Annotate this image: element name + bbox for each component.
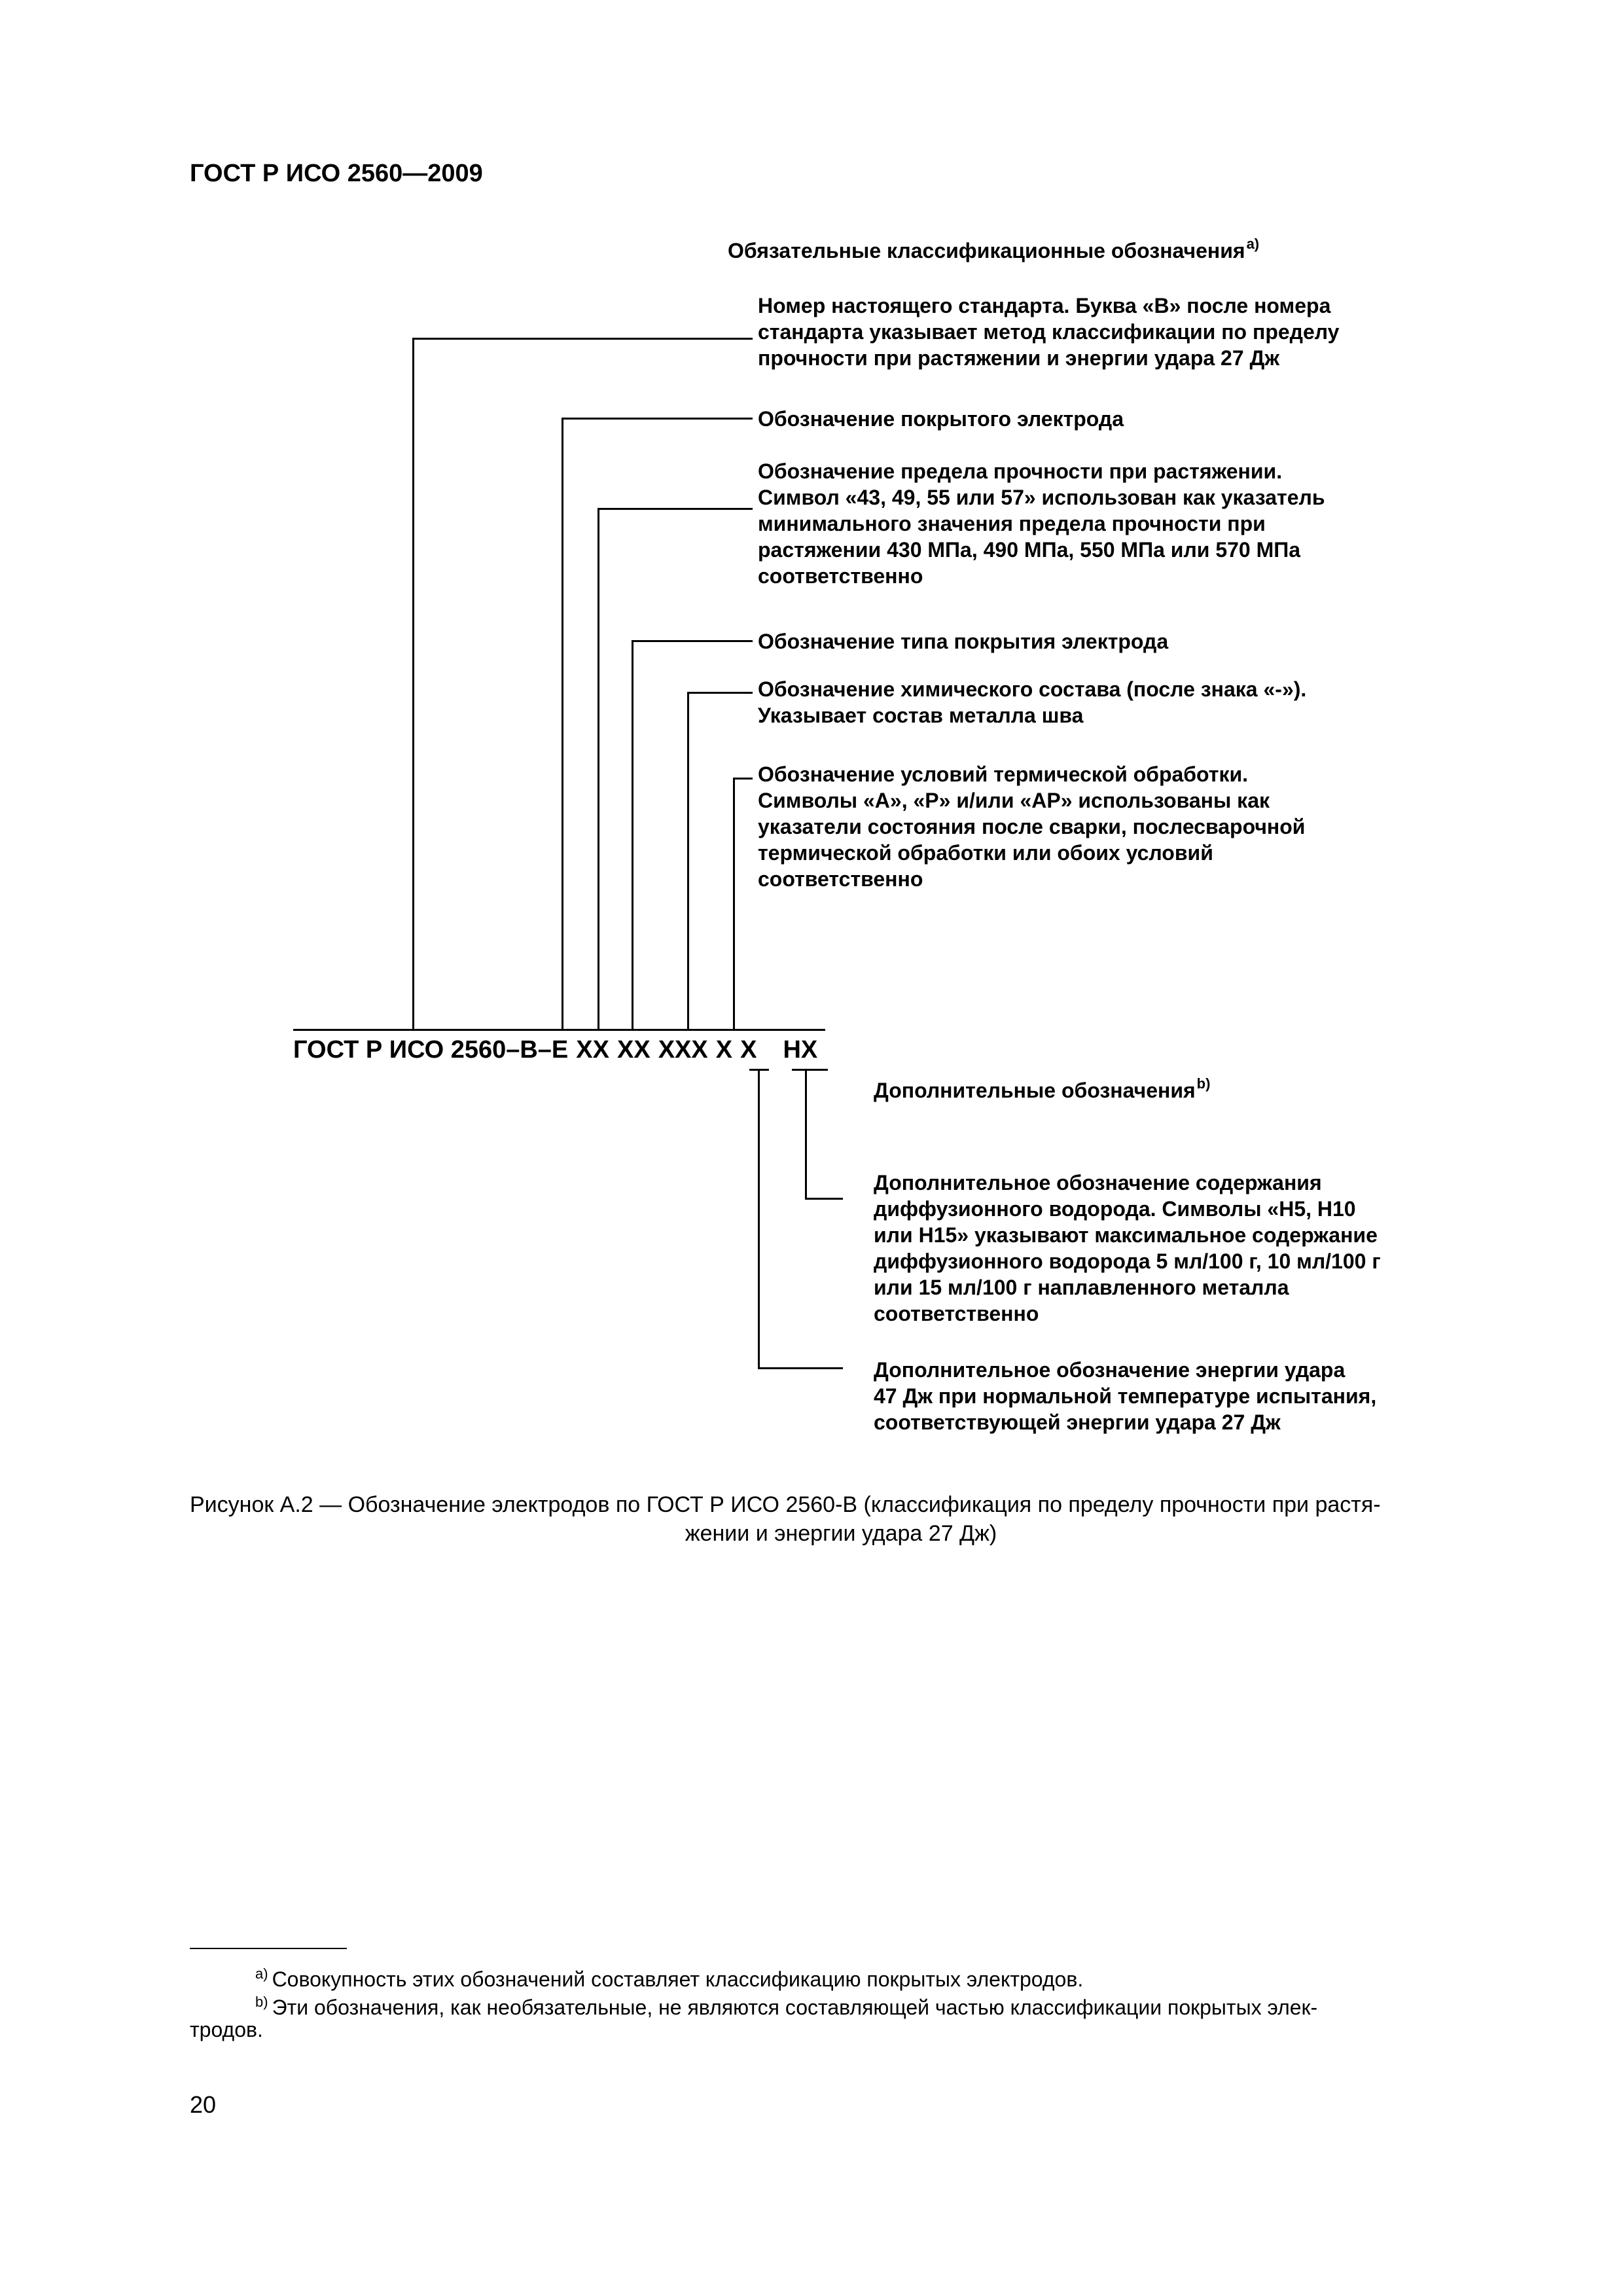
leader-hydrogen-tick [792, 1069, 828, 1071]
footnote-divider [190, 1948, 347, 1949]
text-line: растяжении 430 МПа, 490 МПа, 550 МПа или 570 МПа [758, 538, 1301, 562]
footnote-a-mark: a) [255, 1965, 268, 1982]
mandatory-heading-text: Обязательные классификационные обозначения [728, 239, 1245, 262]
text-line: Обозначение условий термической обработки. [758, 762, 1249, 786]
leader-heat-v [733, 778, 735, 1030]
text-line: Обозначение покрытого электрода [758, 407, 1124, 431]
document-header: ГОСТ Р ИСО 2560—2009 [190, 160, 483, 187]
designation-seg-chemical: XXX [658, 1036, 708, 1064]
leader-standard-h [412, 338, 753, 340]
text-line: или H15» указывают максимальное содержание [874, 1223, 1378, 1247]
text-line: указатели состояния после сварки, послесварочной [758, 815, 1306, 838]
mandatory-item-tensile-strength [758, 458, 1325, 589]
designation-seg-coating: XX [617, 1036, 651, 1064]
designation-seg-hydrogen: HX [783, 1036, 818, 1064]
figure-caption [190, 1490, 1492, 1548]
additional-item-impact [874, 1357, 1376, 1435]
text-line: минимального значения предела прочности при [758, 512, 1266, 535]
mandatory-item-electrode [758, 406, 1124, 432]
leader-hydrogen-h [805, 1198, 843, 1200]
text-line: Обозначение химического состава (после знака «-»). [758, 677, 1307, 701]
leader-standard-v [412, 338, 414, 1030]
text-line: или 15 мл/100 г наплавленного металла [874, 1276, 1289, 1299]
leader-coating-v [632, 640, 633, 1030]
designation-prefix: ГОСТ Р ИСО 2560–В–Е [293, 1036, 569, 1064]
text-line: диффузионного водорода 5 мл/100 г, 10 мл/100 г [874, 1249, 1381, 1273]
mandatory-item-standard-number [758, 293, 1339, 371]
leader-chemical-v [687, 692, 689, 1030]
text-line: Обозначение типа покрытия электрода [758, 630, 1169, 653]
text-line: Дополнительное обозначение энергии удара [874, 1358, 1346, 1382]
text-line: Символ «43, 49, 55 или 57» использован как указатель [758, 486, 1325, 509]
footnote-b [255, 1989, 1317, 2020]
leader-tensile-v [597, 508, 599, 1030]
footnote-a [255, 1961, 1083, 1992]
additional-heading-text: Дополнительные обозначения [874, 1079, 1196, 1102]
caption-line-1: Рисунок А.2 — Обозначение электродов по ГОСТ Р ИСО 2560-В (классификация по пределу прочности при растя- [190, 1492, 1381, 1517]
text-line: Номер настоящего стандарта. Буква «B» после номера [758, 294, 1331, 317]
designation-string [293, 1029, 825, 1064]
text-line: Указывает состав металла шва [758, 704, 1084, 727]
leader-hydrogen-v [805, 1069, 807, 1200]
leader-impact-v [758, 1069, 760, 1369]
text-line: соответственно [874, 1302, 1039, 1325]
footnote-a-text: Совокупность этих обозначений составляет классификацию покрытых электродов. [272, 1967, 1084, 1991]
designation-seg-heat: X [715, 1036, 733, 1064]
footnote-b-text: Эти обозначения, как необязательные, не являются составляющей частью классификации покрытых элек- [272, 1996, 1318, 2019]
text-line: соответственно [758, 867, 923, 891]
text-line: термической обработки или обоих условий [758, 841, 1213, 865]
designation-seg-impact: X [740, 1036, 757, 1064]
footnote-b-continuation: тродов. [190, 2018, 263, 2041]
text-line: прочности при растяжении и энергии удара 27 Дж [758, 346, 1280, 370]
leader-coating-h [632, 640, 753, 642]
leader-impact-h [758, 1367, 843, 1369]
leader-heat-h [733, 778, 753, 780]
mandatory-item-heat-treatment [758, 761, 1305, 892]
additional-heading-sup: b) [1196, 1075, 1211, 1092]
leader-tensile-h [597, 508, 753, 510]
leader-chemical-h [687, 692, 753, 694]
text-line: Обозначение предела прочности при растяжении. [758, 459, 1283, 483]
additional-heading [874, 1075, 1210, 1103]
mandatory-item-coating-type [758, 628, 1168, 655]
leader-electrode-v [562, 418, 563, 1030]
leader-electrode-h [562, 418, 753, 420]
page-number: 20 [190, 2091, 217, 2118]
designation-seg-tensile: XX [576, 1036, 609, 1064]
text-line: Дополнительное обозначение содержания [874, 1171, 1322, 1194]
mandatory-heading [728, 236, 1259, 263]
text-line: 47 Дж при нормальной температуре испытания, [874, 1384, 1377, 1408]
additional-item-hydrogen [874, 1170, 1381, 1327]
text-line: Символы «A», «P» и/или «AP» использованы как [758, 789, 1270, 812]
caption-line-2: жении и энергии удара 27 Дж) [685, 1521, 997, 1546]
mandatory-heading-sup: a) [1246, 236, 1260, 252]
text-line: соответственно [758, 564, 923, 588]
text-line: соответствующей энергии удара 27 Дж [874, 1410, 1281, 1434]
text-line: диффузионного водорода. Символы «H5, H10 [874, 1197, 1356, 1221]
footnote-b-mark: b) [255, 1994, 268, 2010]
mandatory-item-chemical-composition [758, 676, 1306, 728]
text-line: стандарта указывает метод классификации по пределу [758, 320, 1340, 344]
